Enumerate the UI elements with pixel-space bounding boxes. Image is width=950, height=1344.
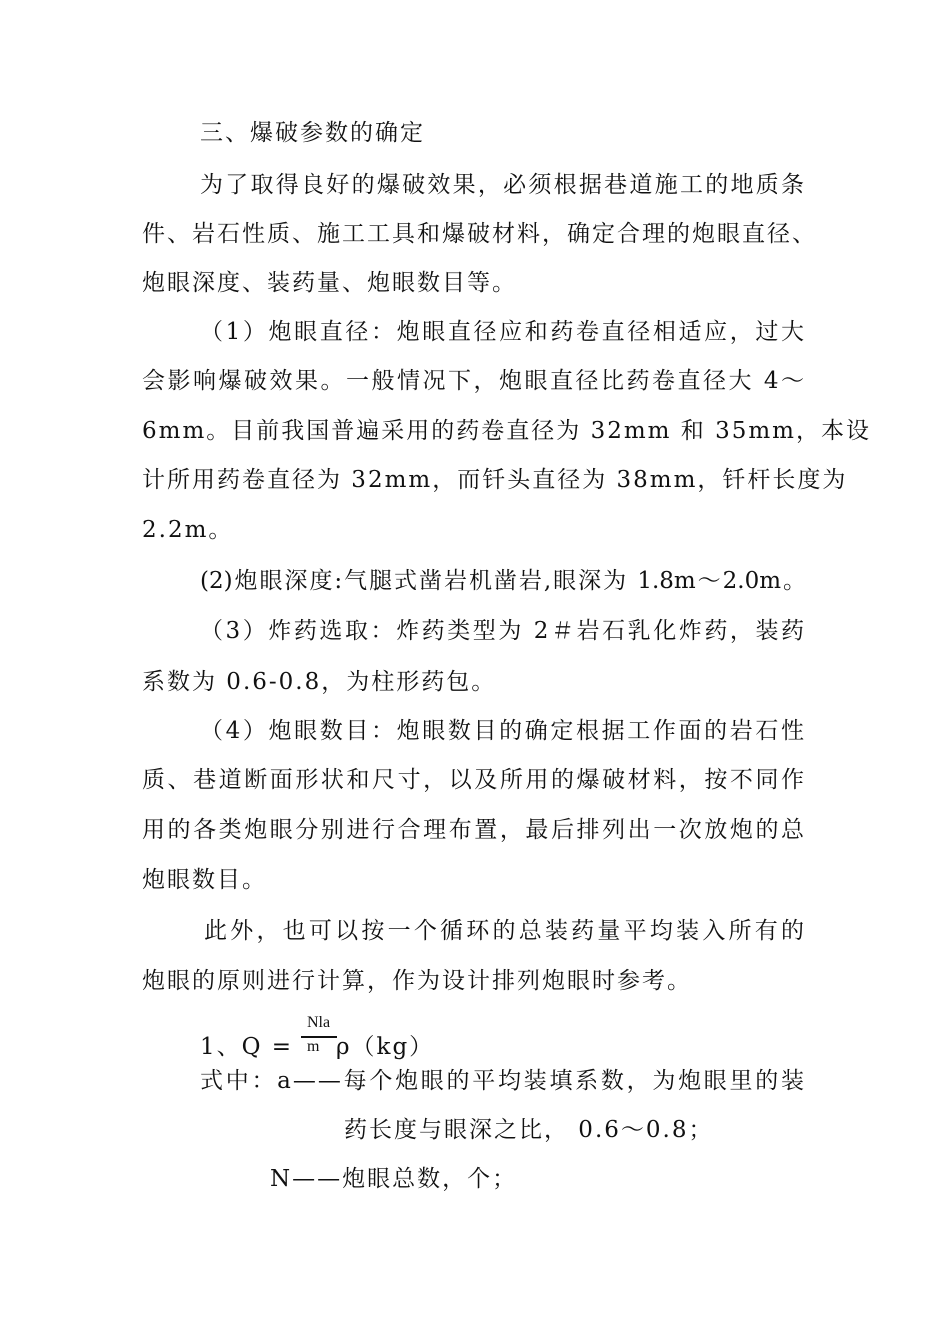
formula-fraction bbox=[299, 1014, 339, 1060]
formula-denominator: m bbox=[307, 1038, 320, 1055]
where-line-1: 式中：a——每个炮眼的平均装填系数，为炮眼里的装 bbox=[200, 1068, 806, 1094]
item3-line-1: （3）炸药选取：炸药类型为 2＃岩石乳化炸药，装药 bbox=[200, 618, 806, 644]
item2-line-1: (2)炮眼深度:气腿式凿岩机凿岩,眼深为 1.8m～2.0m。 bbox=[200, 568, 806, 594]
where-line-2: 药长度与眼深之比， 0.6～0.8； bbox=[344, 1117, 714, 1143]
intro-line-2: 件、岩石性质、施工工具和爆破材料，确定合理的炮眼直径、 bbox=[142, 221, 817, 247]
charge-formula bbox=[200, 1014, 460, 1060]
formula-right: ρ（kg） bbox=[336, 1034, 435, 1060]
item1-line-4: 计所用药卷直径为 32mm，而钎头直径为 38mm，钎杆长度为 bbox=[142, 467, 848, 493]
item1-line-2: 会影响爆破效果。一般情况下，炮眼直径比药卷直径大 4～ bbox=[142, 368, 806, 394]
where-line-3: N——炮眼总数，个； bbox=[270, 1166, 518, 1192]
item4-line-3: 用的各类炮眼分别进行合理布置，最后排列出一次放炮的总 bbox=[142, 817, 806, 843]
item4-line-4: 炮眼数目。 bbox=[142, 867, 267, 893]
item1-line-5: 2.2m。 bbox=[142, 517, 234, 543]
intro-line-1: 为了取得良好的爆破效果，必须根据巷道施工的地质条 bbox=[200, 172, 806, 198]
section-title: 三、爆破参数的确定 bbox=[200, 120, 425, 146]
item3-line-2: 系数为 0.6-0.8，为柱形药包。 bbox=[142, 669, 497, 695]
formula-numerator: Nla bbox=[307, 1014, 331, 1031]
extra-line-1: 此外，也可以按一个循环的总装药量平均装入所有的 bbox=[204, 918, 806, 944]
extra-line-2: 炮眼的原则进行计算，作为设计排列炮眼时参考。 bbox=[142, 968, 692, 994]
formula-left: 1、Q = bbox=[200, 1034, 294, 1060]
item1-line-3: 6mm。目前我国普遍采用的药卷直径为 32mm 和 35mm，本设 bbox=[142, 418, 871, 444]
item4-line-2: 质、巷道断面形状和尺寸，以及所用的爆破材料，按不同作 bbox=[142, 767, 806, 793]
item4-line-1: （4）炮眼数目：炮眼数目的确定根据工作面的岩石性 bbox=[200, 718, 806, 744]
intro-line-3: 炮眼深度、装药量、炮眼数目等。 bbox=[142, 270, 517, 296]
item1-line-1: （1）炮眼直径：炮眼直径应和药卷直径相适应，过大 bbox=[200, 319, 806, 345]
